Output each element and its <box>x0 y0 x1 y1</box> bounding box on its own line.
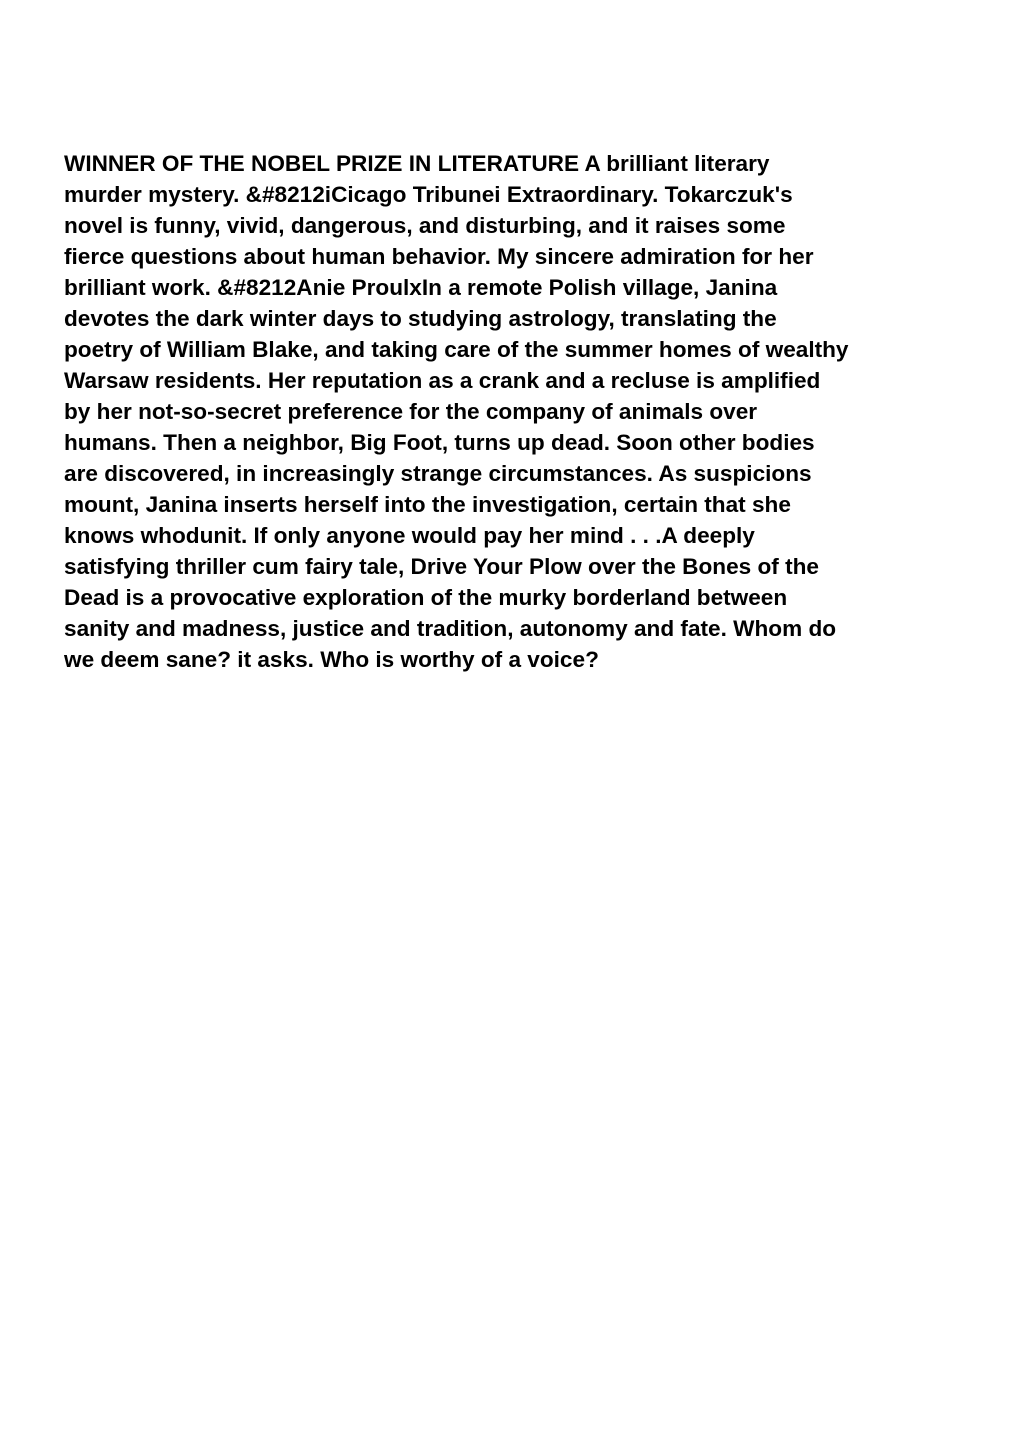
body-text: WINNER OF THE NOBEL PRIZE IN LITERATURE A brilliant literary murder mystery. &#8212iCicago Tribunei Extraordinary. Tokarczuk's novel is funny, vivid, dangerous, and disturbing, and it raises some fierce questions about human behavior. My sincere admiration for her brilliant work. &#8212Anie ProulxIn a remote Polish village, Janina devotes the dark winter days to studying astrology, translating the poetry of William Blake, and taking care of the summer homes of wealthy Warsaw residents. Her reputation as a crank and a recluse is amplified by her not-so-secret preference for the company of animals over humans. Then a neighbor, Big Foot, turns up dead. Soon other bodies are discovered, in increasingly strange circumstances. As suspicions mount, Janina inserts herself into the investigation, certain that she knows whodunit. If only anyone would pay her mind . . .A deeply satisfying thriller cum fairy tale, Drive Your Plow over the Bones of the Dead is a provocative exploration of the murky borderland between sanity and madness, justice and tradition, autonomy and fate. Whom do we deem sane? it asks. Who is worthy of a voice? <box>64 151 849 672</box>
